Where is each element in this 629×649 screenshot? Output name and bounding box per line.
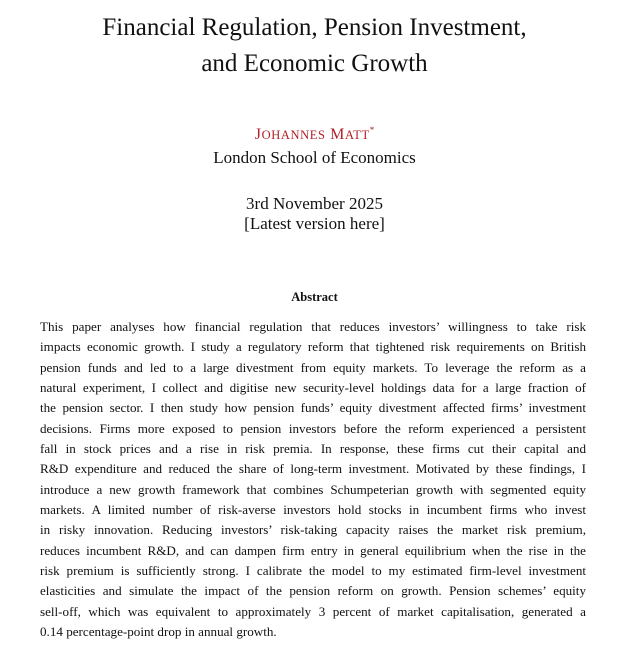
abstract-line: This paper analyses how financial regulation that reduces investors’ willingness to take risk: [40, 319, 586, 334]
abstract-line: fall in stock prices and a rise in risk premia. In response, these firms cut their capital and: [40, 441, 586, 457]
author-footnote-mark[interactable]: *: [369, 125, 375, 135]
abstract-line: sell-off, which was equivalent to approximately 3 percent of market capitalisation, generated a: [40, 603, 586, 619]
paper-date: 3rd November 2025: [246, 194, 383, 213]
latest-version-link[interactable]: [Latest version here]: [244, 214, 385, 233]
abstract-line: R&D expenditure and reduced the share of long-term investment. Motivated by these findings, I: [40, 461, 586, 477]
abstract-line: pension funds and led to a large divestment from equity markets. To leverage the reform as a: [40, 359, 586, 375]
author-affiliation: London School of Economics: [213, 148, 416, 167]
abstract-line: elasticities and simulate the impact of the pension reform on growth. Pension schemes’ equity: [40, 583, 586, 599]
abstract-line: reduces incumbent R&D, and can dampen firm entry in general equilibrium when the rise in the: [40, 542, 586, 558]
author-last-rest: ATT: [344, 128, 370, 142]
abstract-line: decisions. Firms more exposed to pension investors before the reform experienced a persistent: [40, 420, 586, 436]
abstract-line: the pension sector. I then study how pension funds’ equity divestment affected firms’ investment: [40, 400, 586, 416]
abstract-body: [40, 317, 586, 643]
abstract-line: introduce a new growth framework that combines Schumpeterian growth with segmented equity: [40, 481, 586, 497]
abstract-line: markets. A limited number of risk-averse investors hold stocks in incumbent firms who invest: [40, 502, 586, 518]
author-first-rest: OHANNES: [261, 128, 326, 142]
author-last-initial: M: [330, 126, 345, 143]
author-first-initial: J: [254, 126, 262, 143]
abstract-line: impacts economic growth. I study a regulatory reform that tightened risk requirements on British: [40, 339, 586, 355]
abstract-line: in risky innovation. Reducing investors’ risk-taking capacity raises the market risk premium,: [40, 522, 586, 538]
abstract-line: 0.14 percentage-point drop in annual growth.: [40, 624, 277, 640]
paper-title-line-1: Financial Regulation, Pension Investment,: [102, 14, 527, 41]
abstract-heading: Abstract: [291, 290, 338, 304]
abstract-line: natural experiment, I collect and digitise new security-level holdings data for a large fraction of: [40, 380, 586, 396]
author-name: [0, 120, 629, 145]
abstract-line: risk premium is sufficiently strong. I calibrate the model to my estimated firm-level investment: [40, 563, 586, 579]
paper-title-line-2: and Economic Growth: [201, 50, 428, 77]
